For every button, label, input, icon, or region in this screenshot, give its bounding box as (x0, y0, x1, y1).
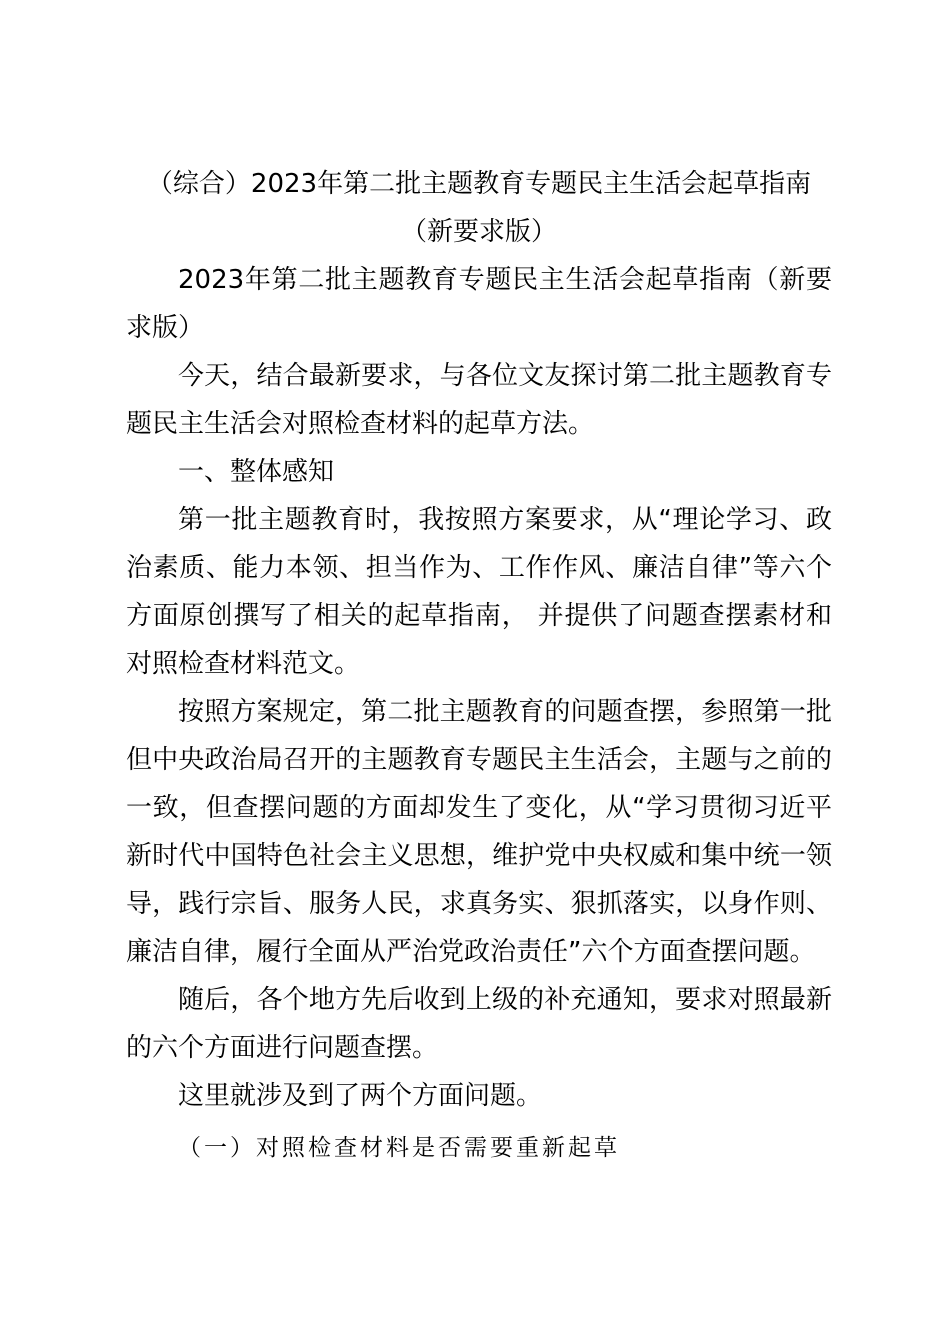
paragraph-second-batch: 按照方案规定，第二批主题教育的问题查摆，参照第一批但中央政治局召开的主题教育专题民主生活会，主题与之前的一致，但查摆问题的方面却发生了变化，从“学习贯彻习近平新时代中国特色社会主义思想，维护党中央权威和集中统一领导，践行宗旨、服务人民，求真务实、狠抓落实，以身作则、廉洁自律，履行全面从严治党政治责任”六个方面查摆问题。 (126, 697, 832, 967)
document-page (126, 160, 832, 1172)
paragraph-first-batch: 第一批主题教育时，我按照方案要求，从“理论学习、政治素质、能力本领、担当作为、工作作风、廉洁自律”等六个方面原创撰写了相关的起草指南， 并提供了问题查摆素材和对照检查材料范文。 (126, 505, 832, 679)
document-subtitle: 2023年第二批主题教育专题民主生活会起草指南（新要求版） (126, 265, 832, 343)
heading-overall-perception: 一、整体感知 (178, 457, 335, 487)
paragraph-two-issues: 这里就涉及到了两个方面问题。 (178, 1081, 543, 1111)
paragraph-supplementary-notice: 随后，各个地方先后收到上级的补充通知，要求对照最新的六个方面进行问题查摆。 (126, 985, 832, 1063)
section-heading: （一）对照检查材料是否需要重新起草 (178, 1135, 620, 1161)
paragraph-intro: 今天，结合最新要求，与各位文友探讨第二批主题教育专题民主生活会对照检查材料的起草方法。 (126, 361, 832, 439)
document-title: （综合）2023年第二批主题教育专题民主生活会起草指南（新要求版） (146, 169, 812, 247)
